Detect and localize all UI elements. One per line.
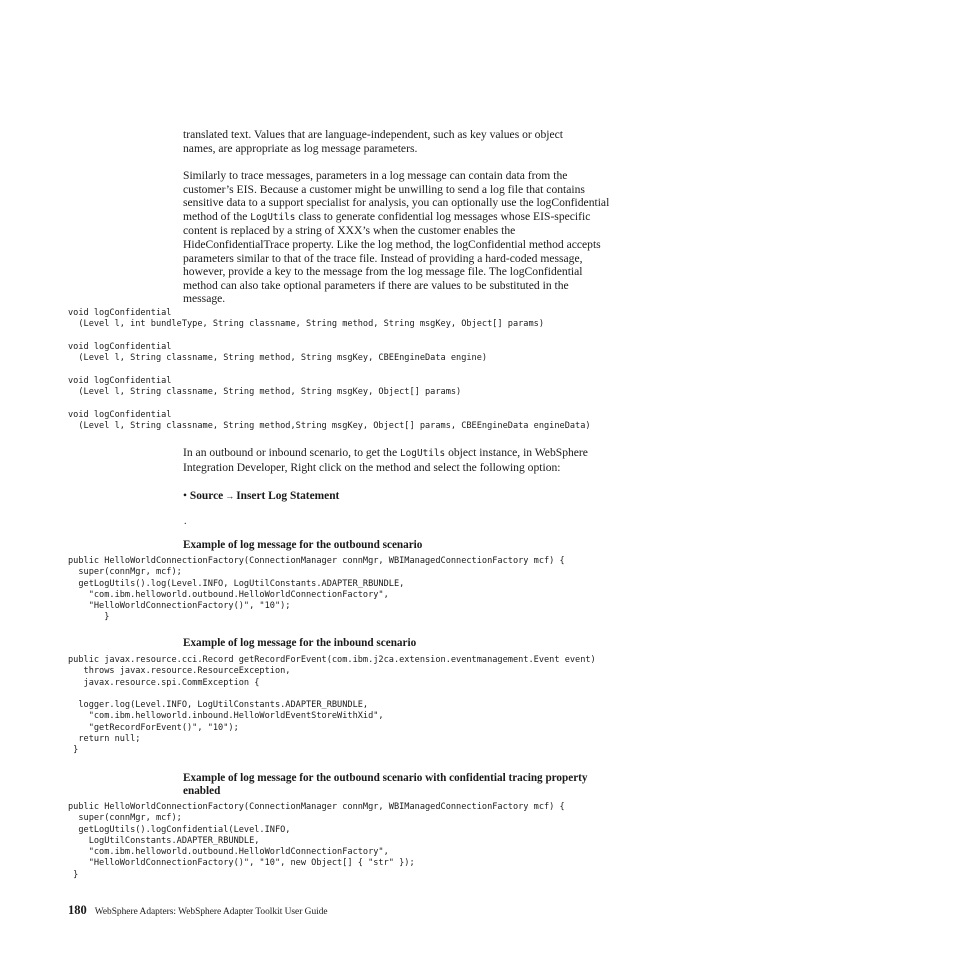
paragraph-text: Similarly to trace messages, parameters in a log message can contain data from the customer’s EIS. Because a customer might be unwilling to send a log file that contains sensitive data to a support specialist for analysis, you can optionally use the logConfidential method of the (183, 169, 610, 223)
inline-code-logutils: LogUtils (400, 448, 446, 459)
paragraph-logconfidential-description (183, 169, 613, 306)
example-code-inbound: public javax.resource.cci.Record getRecordForEvent(com.ibm.j2ca.extension.eventmanagement.Event event) throws javax.resource.ResourceException, javax.resource.spi.CommException { logger.log(Level.INFO, LogUtilConstants.ADAPTER_RBUNDLE, "com.ibm.helloworld.inbound.HelloWorldEventStoreWithXid", "getRecordForEvent()", "10"); return null; } (68, 655, 596, 756)
paragraph-get-logutils-instance (183, 446, 613, 474)
page-footer (68, 901, 328, 919)
paragraph-line: names, are appropriate as log message parameters. (183, 141, 418, 155)
example-heading-inbound: Example of log message for the inbound scenario (183, 637, 417, 649)
paragraph-line: translated text. Values that are language-independent, such as key values or object (183, 128, 563, 141)
example-heading-outbound: Example of log message for the outbound scenario (183, 539, 423, 551)
paragraph-text: object instance, in WebSphere Integration Developer, Right click on the method and select the following option: (183, 446, 588, 474)
paragraph-translated-text (183, 128, 613, 155)
page-number: 180 (68, 903, 87, 917)
inline-code-logutils: LogUtils (250, 211, 296, 223)
example-code-outbound: public HelloWorldConnectionFactory(ConnectionManager connMgr, WBIManagedConnectionFactory mcf) { super(connMgr, mcf); getLogUtils().log(Level.INFO, LogUtilConstants.ADAPTER_RBUNDLE, "com.ibm.helloworld.outbound.HelloWorldConnectionFactory", "HelloWorldConnectionFactory()", "10"); } (68, 556, 565, 623)
method-signatures-code: void logConfidential (Level l, int bundleType, String classname, String method, String msgKey, Object[] params) void logConfidential (Level l, String classname, String method, String msgKey, CBEEngineData engine) void logConfidential (Level l, String classname, String method, String msgKey, Object[] params) void logConfidential (Level l, String classname, String method,String msgKey, Object[] params, CBEEngineData engineData) (68, 308, 591, 431)
bullet-marker: • (183, 490, 187, 502)
paragraph-text: In an outbound or inbound scenario, to get the (183, 446, 401, 459)
arrow-right-icon: → (225, 491, 235, 501)
example-heading-outbound-confidential: Example of log message for the outbound scenario with confidential tracing property enabled (183, 772, 588, 798)
menu-path-source: Source (189, 490, 224, 502)
menu-path-bullet (183, 490, 339, 502)
book-title: WebSphere Adapters: WebSphere Adapter Toolkit User Guide (94, 907, 328, 917)
stray-period: . (184, 516, 187, 527)
example-code-outbound-confidential: public HelloWorldConnectionFactory(ConnectionManager connMgr, WBIManagedConnectionFactory mcf) { super(connMgr, mcf); getLogUtils().logConfidential(Level.INFO, LogUtilConstants.ADAPTER_RBUNDLE, "com.ibm.helloworld.outbound.HelloWorldConnectionFactory", "HelloWorldConnectionFactory()", "10", new Object[] { "str" }); } (68, 802, 565, 880)
menu-path-insert-log-statement: Insert Log Statement (236, 490, 340, 502)
paragraph-text: class to generate confidential log messages whose EIS-specific content is replaced by a string of XXX’s when the customer enables the HideConfidentialTrace property. Like the log method, the logConfidential method accepts parameters similar to that of the trace file. Instead of providing a hard-coded message, however, provide a key to the message from the log message file. The logConfidential method can also take optional parameters if there are values to be substituted in the message. (183, 209, 601, 306)
